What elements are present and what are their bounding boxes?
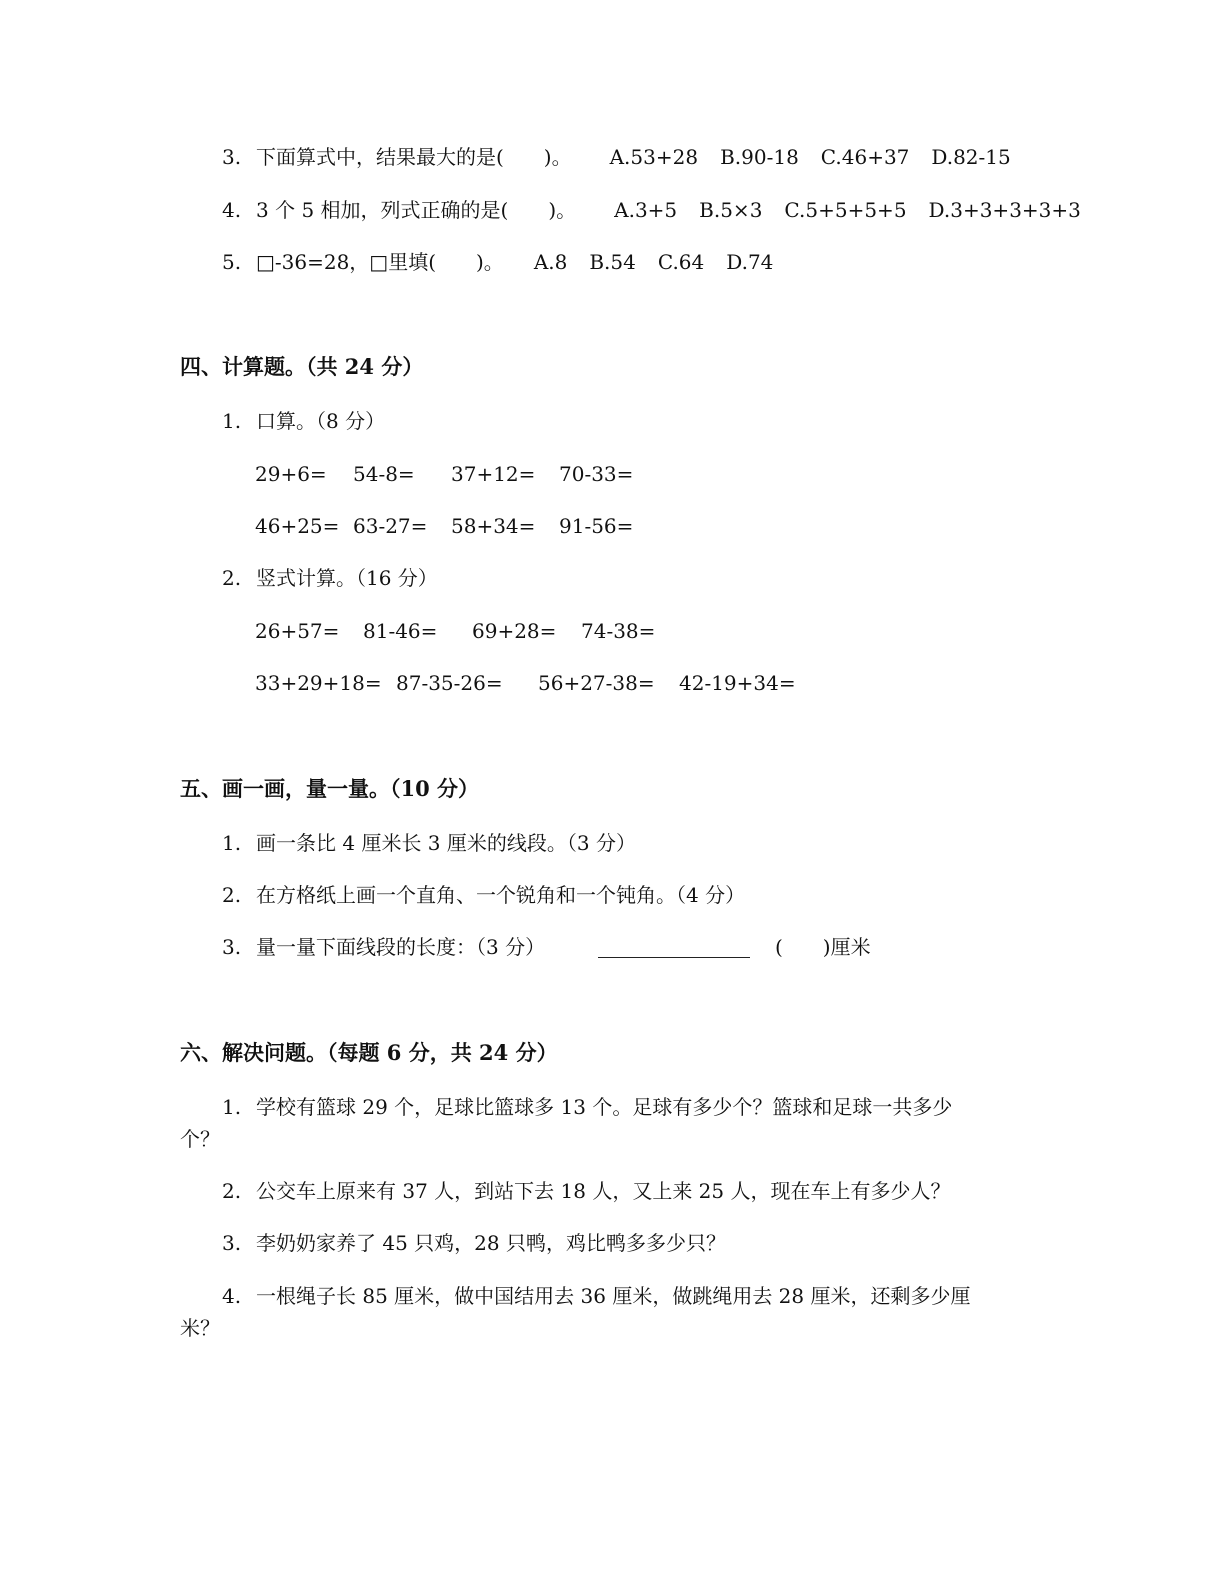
expression: 74-38= [581,619,656,643]
choice-question-5 [222,248,795,276]
question-number: 2. [222,883,242,907]
sec4-question-2 [222,564,438,592]
question-text: 画一条比 4 厘米长 3 厘米的线段。（3 分） [256,831,636,855]
option-b: B.54 [589,250,636,274]
measure-segment [598,957,750,958]
choice-question-3 [222,143,1033,171]
option-d: D.3+3+3+3+3 [928,198,1081,222]
option-d: D.74 [726,250,774,274]
sec6-question-3 [222,1229,726,1257]
question-number: 5. [222,250,242,274]
expression: 46+25= [255,514,340,538]
question-stem: 下面算式中，结果最大的是( )。 [256,145,572,169]
expression: 42-19+34= [679,671,796,695]
expression: 58+34= [451,514,536,538]
sec4-question-1 [222,407,385,435]
sec6-question-4 [222,1282,971,1310]
question-text: 竖式计算。（16 分） [256,566,438,590]
question-number: 4. [222,198,242,222]
section-6-title: 六、解决问题。（每题 6 分，共 24 分） [180,1040,558,1065]
option-c: C.64 [657,250,705,274]
sec6-question-1 [222,1093,952,1121]
question-text-continued: 个？ [180,1127,220,1151]
sec6-question-2 [222,1177,951,1205]
sec5-question-1 [222,829,636,857]
sec5-question-3 [222,933,545,961]
option-a: A.53+28 [609,145,699,169]
expression: 87-35-26= [396,671,503,695]
expression: 63-27= [353,514,428,538]
question-number: 1. [222,409,242,433]
expression: 91-56= [559,514,634,538]
expression: 56+27-38= [538,671,655,695]
expression: 26+57= [255,619,340,643]
option-a: A.3+5 [614,198,678,222]
option-b: B.5×3 [699,198,763,222]
expression: 29+6= [255,462,327,486]
expression: 33+29+18= [255,671,382,695]
sec5-question-2 [222,881,745,909]
question-number: 3. [222,1231,242,1255]
option-c: C.5+5+5+5 [784,198,907,222]
question-number: 1. [222,1095,242,1119]
expression: 54-8= [353,462,415,486]
question-text: 学校有篮球 29 个，足球比篮球多 13 个。足球有多少个？篮球和足球一共多少 [256,1095,953,1119]
question-number: 1. [222,831,242,855]
question-text: 在方格纸上画一个直角、一个锐角和一个钝角。（4 分） [256,883,746,907]
question-number: 4. [222,1284,242,1308]
question-number: 2. [222,566,242,590]
question-number: 3. [222,145,242,169]
expression: 69+28= [472,619,557,643]
option-d: D.82-15 [931,145,1011,169]
question-text: 李奶奶家养了 45 只鸡，28 只鸭，鸡比鸭多多少只？ [256,1231,726,1255]
choice-question-4 [222,196,1103,224]
question-stem: □-36=28，□里填( )。 [256,250,504,274]
question-text: 一根绳子长 85 厘米，做中国结用去 36 厘米，做跳绳用去 28 厘米，还剩多少厘 [256,1284,971,1308]
section-5-title: 五、画一画，量一量。（10 分） [180,776,480,801]
question-text: 口算。（8 分） [256,409,386,433]
question-number: 2. [222,1179,242,1203]
section-4-title: 四、计算题。（共 24 分） [180,354,424,379]
question-text-continued: 米？ [180,1316,220,1340]
expression: 37+12= [451,462,536,486]
expression: 81-46= [363,619,438,643]
question-text: 公交车上原来有 37 人，到站下去 18 人，又上来 25 人，现在车上有多少人？ [256,1179,951,1203]
expression: 70-33= [559,462,634,486]
question-number: 3. [222,935,242,959]
option-a: A.8 [533,250,568,274]
option-b: B.90-18 [720,145,799,169]
question-stem: 3 个 5 相加，列式正确的是( )。 [256,198,577,222]
answer-blank-cm: ( )厘米 [775,935,871,959]
question-text: 量一量下面线段的长度：（3 分） [256,935,546,959]
option-c: C.46+37 [820,145,910,169]
